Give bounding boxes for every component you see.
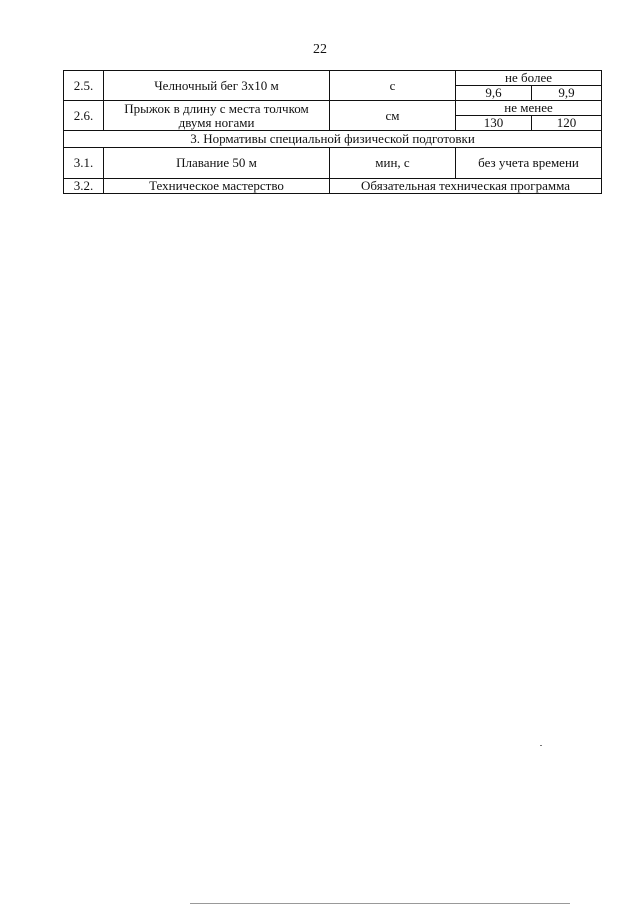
table-row-3-2 xyxy=(64,179,602,194)
table-row-2-5 xyxy=(64,71,602,86)
value-cell: 130 xyxy=(456,116,532,131)
section-header-row xyxy=(64,131,602,148)
exercise-name: Челночный бег 3х10 м xyxy=(104,71,330,101)
exercise-name: Прыжок в длину с места толчком двумя ногами xyxy=(104,101,330,131)
row-number: 3.1. xyxy=(64,148,104,179)
unit-cell: с xyxy=(330,71,456,101)
exercise-name: Плавание 50 м xyxy=(104,148,330,179)
unit-cell: мин, с xyxy=(330,148,456,179)
scan-mark xyxy=(540,745,542,746)
row-number: 2.6. xyxy=(64,101,104,131)
condition-cell: не менее xyxy=(456,101,602,116)
unit-cell: см xyxy=(330,101,456,131)
table-row-2-6 xyxy=(64,101,602,116)
norms-table xyxy=(63,70,602,194)
page-number: 22 xyxy=(313,42,327,57)
condition-cell: не более xyxy=(456,71,602,86)
scan-bottom-line xyxy=(190,903,570,904)
table-row-3-1 xyxy=(64,148,602,179)
row-number: 3.2. xyxy=(64,179,104,194)
value-cell: 9,9 xyxy=(532,86,602,101)
value-cell: без учета времени xyxy=(456,148,602,179)
value-cell: 9,6 xyxy=(456,86,532,101)
section-title: 3. Нормативы специальной физической подготовки xyxy=(64,131,602,148)
row-number: 2.5. xyxy=(64,71,104,101)
exercise-name: Техническое мастерство xyxy=(104,179,330,194)
value-cell: Обязательная техническая программа xyxy=(330,179,602,194)
value-cell: 120 xyxy=(532,116,602,131)
